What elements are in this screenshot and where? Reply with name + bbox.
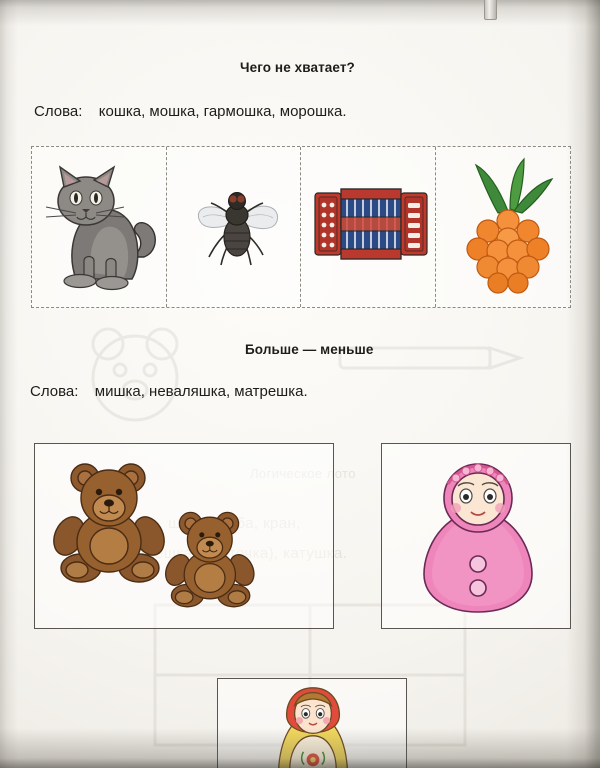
exercise2-words-label: Слова:: [30, 383, 79, 400]
picture-cell-cat[interactable]: [32, 147, 167, 307]
roly-poly-doll-illustration: [408, 456, 548, 618]
page-shadow-left: [0, 0, 18, 768]
picture-cell-accordion[interactable]: [301, 147, 436, 307]
picture-cell-cloudberry[interactable]: [436, 147, 571, 307]
binder-clip: [484, 0, 497, 20]
page-shadow-bottom: [0, 728, 600, 768]
exercise1-title: Чего не хватает?: [240, 60, 355, 75]
exercise1-words: [34, 103, 347, 120]
picture-frame-teddy-bears[interactable]: [34, 443, 334, 629]
exercise1-picture-strip: [31, 146, 571, 308]
exercise2-words-list: мишка, неваляшка, матрешка.: [94, 383, 308, 400]
exercise2-words: [30, 383, 308, 400]
cloudberry-illustration: [454, 155, 562, 301]
exercise1-words-label: Слова:: [34, 103, 83, 120]
teddy-bear-small-illustration: [165, 506, 261, 610]
fly-illustration: [189, 181, 285, 277]
exercise1-words-list: кошка, мошка, гармошка, морошка.: [98, 103, 347, 120]
accordion-illustration: [309, 179, 433, 275]
picture-cell-fly[interactable]: [167, 147, 302, 307]
picture-frame-roly-poly[interactable]: [381, 443, 571, 629]
cat-illustration: [40, 161, 168, 297]
page-shadow-right: [566, 0, 600, 768]
teddy-bear-large-illustration: [53, 456, 173, 586]
exercise2-title: Больше — меньше: [245, 342, 374, 357]
page-shadow-top: [0, 0, 600, 26]
